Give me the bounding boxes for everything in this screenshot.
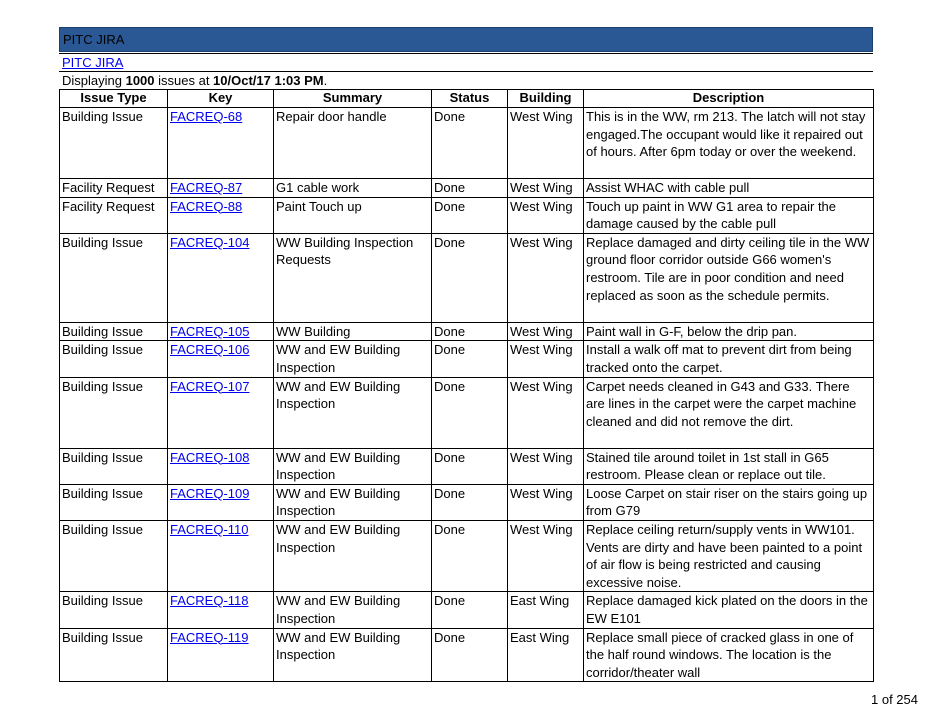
issue-type-cell: Building Issue	[60, 377, 168, 448]
issue-type-cell: Building Issue	[60, 108, 168, 179]
description-cell: This is in the WW, rm 213. The latch will not stay engaged.The occupant would like it repaired out of hours. After 6pm today or over the weekend.	[584, 108, 874, 179]
issue-type-cell: Building Issue	[60, 520, 168, 591]
summary-cell: WW and EW Building Inspection	[274, 628, 432, 682]
description-cell: Replace small piece of cracked glass in one of the half round windows. The location is the corridor/theater wall	[584, 628, 874, 682]
table-row	[60, 197, 874, 233]
column-header-description: Description	[584, 90, 874, 108]
issue-key-link[interactable]: FACREQ-118	[170, 593, 249, 609]
building-cell: West Wing	[508, 377, 584, 448]
issue-key-link[interactable]: FACREQ-104	[170, 234, 250, 250]
description-cell: Install a walk off mat to prevent dirt from being tracked onto the carpet.	[584, 341, 874, 377]
column-header-issue-type: Issue Type	[60, 90, 168, 108]
summary-cell: WW and EW Building Inspection	[274, 448, 432, 484]
summary-cell: WW and EW Building Inspection	[274, 484, 432, 520]
building-cell: West Wing	[508, 197, 584, 233]
pitc-jira-link[interactable]: PITC JIRA	[62, 55, 124, 70]
report-title-bar	[59, 27, 873, 52]
table-header-row	[60, 90, 874, 108]
building-cell: East Wing	[508, 628, 584, 682]
key-cell	[168, 628, 274, 682]
table-row	[60, 484, 874, 520]
key-cell	[168, 592, 274, 628]
column-header-status: Status	[432, 90, 508, 108]
key-cell	[168, 197, 274, 233]
report-sheet	[59, 27, 873, 682]
status-cell: Done	[432, 179, 508, 198]
issues-table	[59, 89, 874, 682]
status-cell: Done	[432, 108, 508, 179]
description-cell: Loose Carpet on stair riser on the stairs going up from G79	[584, 484, 874, 520]
status-cell: Done	[432, 448, 508, 484]
summary-cell: WW Building Inspection Requests	[274, 233, 432, 322]
issue-type-cell: Building Issue	[60, 628, 168, 682]
key-cell	[168, 322, 274, 341]
building-cell: West Wing	[508, 108, 584, 179]
key-cell	[168, 233, 274, 322]
issue-type-cell: Building Issue	[60, 233, 168, 322]
key-cell	[168, 341, 274, 377]
table-row	[60, 592, 874, 628]
key-cell	[168, 108, 274, 179]
description-cell: Touch up paint in WW G1 area to repair the damage caused by the cable pull	[584, 197, 874, 233]
issue-key-link[interactable]: FACREQ-109	[170, 485, 250, 501]
description-cell: Replace ceiling return/supply vents in WW101. Vents are dirty and have been painted to a point of air flow is being restricted and causing excessive noise.	[584, 520, 874, 591]
status-cell: Done	[432, 233, 508, 322]
issue-type-cell: Building Issue	[60, 484, 168, 520]
description-cell: Stained tile around toilet in 1st stall in G65 restroom. Please clean or replace out tile.	[584, 448, 874, 484]
key-cell	[168, 448, 274, 484]
summary-cell: G1 cable work	[274, 179, 432, 198]
issue-key-link[interactable]: FACREQ-108	[170, 449, 250, 465]
status-cell: Done	[432, 322, 508, 341]
table-row	[60, 628, 874, 682]
key-cell	[168, 520, 274, 591]
summary-cell: WW Building	[274, 322, 432, 341]
status-cell: Done	[432, 484, 508, 520]
displaying-suffix: .	[323, 73, 328, 88]
table-row	[60, 108, 874, 179]
issue-count: 1000	[125, 73, 155, 88]
displaying-prefix: Displaying	[62, 73, 126, 88]
displaying-summary	[59, 72, 873, 89]
table-row	[60, 179, 874, 198]
table-row	[60, 520, 874, 591]
table-row	[60, 233, 874, 322]
building-cell: East Wing	[508, 592, 584, 628]
table-row	[60, 322, 874, 341]
summary-cell: Repair door handle	[274, 108, 432, 179]
table-row	[60, 341, 874, 377]
description-cell: Replace damaged and dirty ceiling tile in the WW ground floor corridor outside G66 women's restroom. Tile are in poor condition and need replaced as soon as the schedule permits.	[584, 233, 874, 322]
issue-key-link[interactable]: FACREQ-110	[170, 521, 249, 537]
building-cell: West Wing	[508, 448, 584, 484]
status-cell: Done	[432, 377, 508, 448]
issue-type-cell: Building Issue	[60, 341, 168, 377]
key-cell	[168, 179, 274, 198]
building-cell: West Wing	[508, 322, 584, 341]
summary-cell: WW and EW Building Inspection	[274, 341, 432, 377]
description-cell: Carpet needs cleaned in G43 and G33. There are lines in the carpet were the carpet machine cleaned and did not remove the dirt.	[584, 377, 874, 448]
status-cell: Done	[432, 341, 508, 377]
report-link-row	[59, 54, 873, 72]
building-cell: West Wing	[508, 341, 584, 377]
column-header-building: Building	[508, 90, 584, 108]
table-row	[60, 377, 874, 448]
report-datetime: 10/Oct/17 1:03 PM	[213, 73, 324, 88]
issue-type-cell: Facility Request	[60, 179, 168, 198]
summary-cell: Paint Touch up	[274, 197, 432, 233]
key-cell	[168, 484, 274, 520]
building-cell: West Wing	[508, 233, 584, 322]
issue-type-cell: Building Issue	[60, 592, 168, 628]
summary-cell: WW and EW Building Inspection	[274, 520, 432, 591]
status-cell: Done	[432, 520, 508, 591]
issue-type-cell: Facility Request	[60, 197, 168, 233]
table-row	[60, 448, 874, 484]
issue-key-link[interactable]: FACREQ-105	[170, 323, 250, 339]
displaying-middle: issues at	[154, 73, 214, 88]
issue-key-link[interactable]: FACREQ-87	[170, 180, 243, 195]
key-cell	[168, 377, 274, 448]
building-cell: West Wing	[508, 179, 584, 198]
column-header-key: Key	[168, 90, 274, 108]
building-cell: West Wing	[508, 520, 584, 591]
status-cell: Done	[432, 197, 508, 233]
issue-type-cell: Building Issue	[60, 448, 168, 484]
summary-cell: WW and EW Building Inspection	[274, 377, 432, 448]
description-cell: Replace damaged kick plated on the doors in the EW E101	[584, 592, 874, 628]
issue-key-link[interactable]: FACREQ-88	[170, 198, 243, 214]
column-header-summary: Summary	[274, 90, 432, 108]
issues-table-body	[60, 108, 874, 682]
issue-key-link[interactable]: FACREQ-107	[170, 378, 250, 394]
report-title: PITC JIRA	[63, 32, 125, 47]
summary-cell: WW and EW Building Inspection	[274, 592, 432, 628]
description-cell: Assist WHAC with cable pull	[584, 179, 874, 198]
status-cell: Done	[432, 592, 508, 628]
issue-key-link[interactable]: FACREQ-106	[170, 342, 250, 358]
issue-type-cell: Building Issue	[60, 322, 168, 341]
description-cell: Paint wall in G-F, below the drip pan.	[584, 322, 874, 341]
page-number: 1 of 254	[871, 692, 918, 707]
issue-key-link[interactable]: FACREQ-68	[170, 109, 243, 124]
building-cell: West Wing	[508, 484, 584, 520]
status-cell: Done	[432, 628, 508, 682]
issue-key-link[interactable]: FACREQ-119	[170, 629, 249, 645]
